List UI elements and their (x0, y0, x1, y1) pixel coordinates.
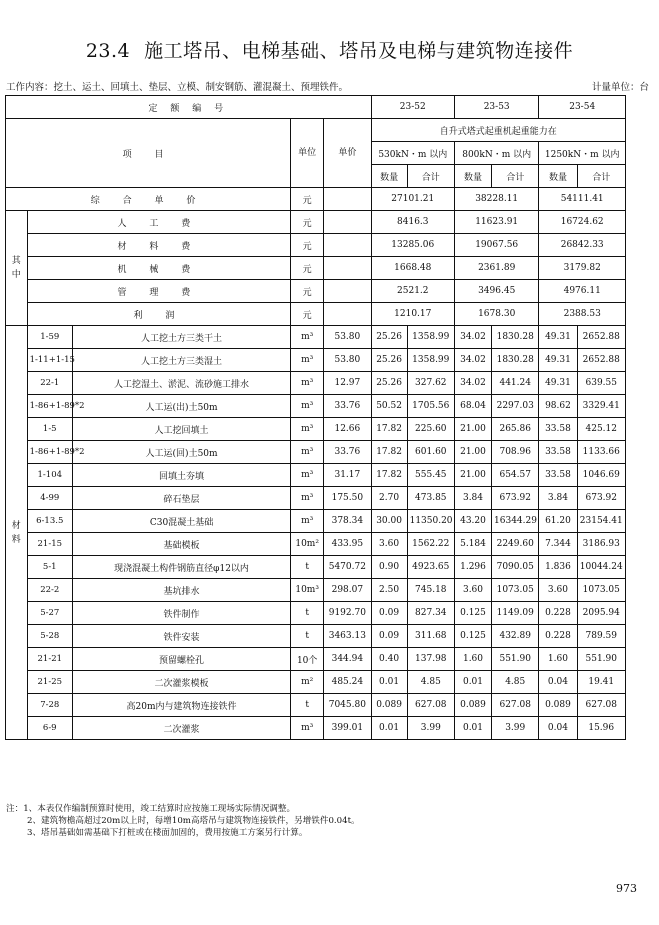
breakdown-unit: 元 (291, 257, 324, 280)
material-row (6, 533, 626, 556)
material-qty: 3.84 (539, 487, 577, 510)
material-total: 1046.69 (577, 464, 626, 487)
breakdown-unit: 元 (291, 211, 324, 234)
material-qty: 1.60 (539, 648, 577, 671)
material-qty: 3.60 (454, 579, 491, 602)
work-content: 工作内容：挖土、运土、回填土、垫层、立模、制安钢筋、灌混凝土、预埋铁件。 (6, 82, 349, 93)
material-row (6, 418, 626, 441)
material-qty: 21.00 (454, 441, 491, 464)
material-qty: 0.04 (539, 671, 577, 694)
qty-label: 数量 (539, 165, 577, 188)
material-total: 2652.88 (577, 349, 626, 372)
material-price: 12.66 (324, 418, 371, 441)
material-total: 3.99 (492, 717, 539, 740)
material-qty: 17.82 (371, 441, 407, 464)
material-qty: 2.50 (371, 579, 407, 602)
material-name: 铁件安装 (72, 625, 290, 648)
material-qty: 0.01 (371, 717, 407, 740)
material-qty: 7.344 (539, 533, 577, 556)
material-code: 1-86+1-89*2 (27, 441, 72, 464)
material-qty: 0.089 (539, 694, 577, 717)
material-total: 673.92 (492, 487, 539, 510)
material-qty: 0.125 (454, 602, 491, 625)
material-total: 2297.03 (492, 395, 539, 418)
material-qty: 33.58 (539, 418, 577, 441)
material-qty: 43.20 (454, 510, 491, 533)
material-qty: 3.60 (539, 579, 577, 602)
material-unit: m³ (291, 464, 324, 487)
breakdown-name: 人 工 费 (27, 211, 291, 234)
summary-value: 38228.11 (454, 188, 538, 211)
material-row (6, 441, 626, 464)
material-total: 627.08 (492, 694, 539, 717)
material-unit: m³ (291, 418, 324, 441)
capacity-title-row (6, 119, 626, 142)
material-price: 31.17 (324, 464, 371, 487)
material-name: 基础模板 (72, 533, 290, 556)
notes (6, 803, 360, 839)
price-label: 单价 (324, 119, 371, 188)
material-price: 485.24 (324, 671, 371, 694)
material-total: 432.89 (492, 625, 539, 648)
material-code: 6-9 (27, 717, 72, 740)
material-qty: 0.228 (539, 602, 577, 625)
note-line: 注：1、本表仅作编制预算时使用，竣工结算时应按施工现场实际情况调整。 (6, 804, 296, 814)
capacity-title: 自升式塔式起重机起重能力在 (371, 119, 625, 142)
material-code: 21-15 (27, 533, 72, 556)
total-label: 合计 (577, 165, 626, 188)
material-unit: t (291, 556, 324, 579)
material-qty: 1.296 (454, 556, 491, 579)
material-total: 3329.41 (577, 395, 626, 418)
page-title (0, 36, 659, 63)
quota-code: 23-52 (371, 96, 454, 119)
material-qty: 34.02 (454, 372, 491, 395)
material-total: 1830.28 (492, 326, 539, 349)
material-code: 4-99 (27, 487, 72, 510)
material-total: 3186.93 (577, 533, 626, 556)
material-price: 7045.80 (324, 694, 371, 717)
capacity-value: 1250kN・m 以内 (539, 142, 626, 165)
material-qty: 49.31 (539, 372, 577, 395)
total-label: 合计 (492, 165, 539, 188)
material-qty: 5.184 (454, 533, 491, 556)
material-price: 33.76 (324, 441, 371, 464)
breakdown-name: 利 润 (27, 303, 291, 326)
material-total: 1562.22 (407, 533, 454, 556)
material-row (6, 625, 626, 648)
material-total: 3.99 (407, 717, 454, 740)
breakdown-value: 2361.89 (454, 257, 538, 280)
material-name: C30混凝土基础 (72, 510, 290, 533)
breakdown-value: 19067.56 (454, 234, 538, 257)
breakdown-value: 2388.53 (539, 303, 626, 326)
capacity-value: 800kN・m 以内 (454, 142, 538, 165)
material-qty: 0.089 (371, 694, 407, 717)
material-total: 708.96 (492, 441, 539, 464)
material-total: 4923.65 (407, 556, 454, 579)
material-name: 预留螺栓孔 (72, 648, 290, 671)
material-qty: 17.82 (371, 418, 407, 441)
material-total: 639.55 (577, 372, 626, 395)
breakdown-value: 13285.06 (371, 234, 454, 257)
material-qty: 0.04 (539, 717, 577, 740)
quota-number-row (6, 96, 626, 119)
material-total: 23154.41 (577, 510, 626, 533)
unit-label: 单位 (291, 119, 324, 188)
cost-breakdown-row (6, 257, 626, 280)
material-qty: 0.09 (371, 602, 407, 625)
material-qty: 2.70 (371, 487, 407, 510)
summary-row (6, 188, 626, 211)
breakdown-value: 1678.30 (454, 303, 538, 326)
material-total: 441.24 (492, 372, 539, 395)
material-row (6, 579, 626, 602)
material-total: 1149.09 (492, 602, 539, 625)
material-code: 22-2 (27, 579, 72, 602)
cost-breakdown-row (6, 303, 626, 326)
material-total: 745.18 (407, 579, 454, 602)
summary-label: 综 合 单 价 (6, 188, 291, 211)
material-qty: 0.40 (371, 648, 407, 671)
material-qty: 61.20 (539, 510, 577, 533)
material-total: 551.90 (577, 648, 626, 671)
material-unit: m³ (291, 510, 324, 533)
material-qty: 3.84 (454, 487, 491, 510)
material-code: 1-104 (27, 464, 72, 487)
summary-value: 54111.41 (539, 188, 626, 211)
material-row (6, 349, 626, 372)
material-name: 基坑排水 (72, 579, 290, 602)
material-name: 高20m内与建筑物连接铁件 (72, 694, 290, 717)
breakdown-name: 材 料 费 (27, 234, 291, 257)
breakdown-value: 3179.82 (539, 257, 626, 280)
measure-unit: 计量单位：台 (591, 82, 649, 93)
material-price: 3463.13 (324, 625, 371, 648)
material-qty: 25.26 (371, 326, 407, 349)
material-qty: 17.82 (371, 464, 407, 487)
material-total: 789.59 (577, 625, 626, 648)
material-qty: 98.62 (539, 395, 577, 418)
material-name: 人工运(回)土50m (72, 441, 290, 464)
breakdown-unit: 元 (291, 280, 324, 303)
material-qty: 0.01 (454, 671, 491, 694)
material-code: 21-25 (27, 671, 72, 694)
material-total: 473.85 (407, 487, 454, 510)
material-code: 22-1 (27, 372, 72, 395)
material-total: 627.08 (577, 694, 626, 717)
material-row (6, 487, 626, 510)
material-qty: 30.00 (371, 510, 407, 533)
cost-breakdown-row (6, 211, 626, 234)
cost-breakdown-row (6, 234, 626, 257)
material-total: 10044.24 (577, 556, 626, 579)
material-row (6, 372, 626, 395)
material-row (6, 602, 626, 625)
material-unit: m³ (291, 349, 324, 372)
material-name: 人工挖土方三类湿土 (72, 349, 290, 372)
material-total: 4.85 (492, 671, 539, 694)
breakdown-value: 1668.48 (371, 257, 454, 280)
material-qty: 25.26 (371, 372, 407, 395)
material-name: 现浇混凝土构件钢筋直径φ12以内 (72, 556, 290, 579)
material-price: 33.76 (324, 395, 371, 418)
material-total: 1705.56 (407, 395, 454, 418)
breakdown-value: 11623.91 (454, 211, 538, 234)
material-unit: 10m² (291, 533, 324, 556)
material-name: 碎石垫层 (72, 487, 290, 510)
quota-number-label: 定 额 编 号 (6, 96, 372, 119)
note-line: 2、建筑物檐高超过20m以上时，每增10m高塔吊与建筑物连接铁件，另增铁件0.04t。 (27, 816, 360, 826)
breakdown-value: 16724.62 (539, 211, 626, 234)
material-unit: m² (291, 671, 324, 694)
material-row (6, 671, 626, 694)
material-unit: t (291, 625, 324, 648)
material-unit: t (291, 694, 324, 717)
material-unit: m³ (291, 395, 324, 418)
material-unit: m³ (291, 372, 324, 395)
material-total: 19.41 (577, 671, 626, 694)
material-code: 1-59 (27, 326, 72, 349)
material-total: 827.34 (407, 602, 454, 625)
material-qty: 34.02 (454, 326, 491, 349)
material-qty: 68.04 (454, 395, 491, 418)
material-price: 12.97 (324, 372, 371, 395)
material-price: 5470.72 (324, 556, 371, 579)
summary-unit: 元 (291, 188, 324, 211)
material-qty: 1.60 (454, 648, 491, 671)
material-qty: 21.00 (454, 418, 491, 441)
material-code: 5-27 (27, 602, 72, 625)
material-total: 16344.29 (492, 510, 539, 533)
material-row (6, 510, 626, 533)
capacity-value: 530kN・m 以内 (371, 142, 454, 165)
material-total: 673.92 (577, 487, 626, 510)
summary-value: 27101.21 (371, 188, 454, 211)
quota-code: 23-53 (454, 96, 538, 119)
material-row (6, 556, 626, 579)
material-total: 1133.66 (577, 441, 626, 464)
material-total: 327.62 (407, 372, 454, 395)
material-qty: 25.26 (371, 349, 407, 372)
breakdown-value: 1210.17 (371, 303, 454, 326)
material-qty: 21.00 (454, 464, 491, 487)
material-price: 9192.70 (324, 602, 371, 625)
material-total: 627.08 (407, 694, 454, 717)
material-name: 二次灌浆模板 (72, 671, 290, 694)
material-name: 人工挖土方三类干土 (72, 326, 290, 349)
total-label: 合计 (407, 165, 454, 188)
material-code: 1-86+1-89*2 (27, 395, 72, 418)
material-qty: 0.228 (539, 625, 577, 648)
material-code: 5-1 (27, 556, 72, 579)
cost-breakdown-row (6, 280, 626, 303)
material-total: 2095.94 (577, 602, 626, 625)
material-total: 1073.05 (577, 579, 626, 602)
materials-label: 材料 (6, 326, 28, 740)
material-total: 265.86 (492, 418, 539, 441)
material-unit: t (291, 602, 324, 625)
breakdown-value: 2521.2 (371, 280, 454, 303)
quota-code: 23-54 (539, 96, 626, 119)
material-qty: 34.02 (454, 349, 491, 372)
material-name: 回填土夯填 (72, 464, 290, 487)
breakdown-name: 管 理 费 (27, 280, 291, 303)
material-total: 654.57 (492, 464, 539, 487)
material-unit: m³ (291, 487, 324, 510)
material-total: 1830.28 (492, 349, 539, 372)
material-price: 433.95 (324, 533, 371, 556)
material-total: 1358.99 (407, 349, 454, 372)
material-code: 1-5 (27, 418, 72, 441)
item-label: 项 目 (6, 119, 291, 188)
material-total: 1358.99 (407, 326, 454, 349)
quota-table (5, 95, 626, 740)
material-qty: 0.90 (371, 556, 407, 579)
material-code: 21-21 (27, 648, 72, 671)
material-qty: 50.52 (371, 395, 407, 418)
material-price: 344.94 (324, 648, 371, 671)
material-total: 425.12 (577, 418, 626, 441)
material-code: 5-28 (27, 625, 72, 648)
material-total: 11350.20 (407, 510, 454, 533)
material-unit: 10m³ (291, 579, 324, 602)
section-title: 施工塔吊、电梯基础、塔吊及电梯与建筑物连接件 (144, 40, 574, 62)
material-code: 6-13.5 (27, 510, 72, 533)
material-qty: 33.58 (539, 441, 577, 464)
material-qty: 3.60 (371, 533, 407, 556)
breakdown-name: 机 械 费 (27, 257, 291, 280)
section-number: 23.4 (85, 40, 131, 62)
material-row (6, 395, 626, 418)
material-qty: 49.31 (539, 326, 577, 349)
material-total: 2652.88 (577, 326, 626, 349)
material-unit: m³ (291, 717, 324, 740)
material-row (6, 648, 626, 671)
material-price: 378.34 (324, 510, 371, 533)
material-name: 人工挖湿土、淤泥、流砂施工排水 (72, 372, 290, 395)
material-total: 311.68 (407, 625, 454, 648)
material-name: 铁件制作 (72, 602, 290, 625)
page-number: 973 (616, 882, 637, 895)
material-total: 555.45 (407, 464, 454, 487)
qty-label: 数量 (454, 165, 491, 188)
material-unit: 10个 (291, 648, 324, 671)
material-price: 298.07 (324, 579, 371, 602)
breakdown-unit: 元 (291, 234, 324, 257)
material-total: 15.96 (577, 717, 626, 740)
among-label: 其中 (6, 211, 28, 326)
material-code: 1-11+1-15 (27, 349, 72, 372)
breakdown-value: 4976.11 (539, 280, 626, 303)
material-row (6, 717, 626, 740)
breakdown-unit: 元 (291, 303, 324, 326)
note-line: 3、塔吊基础如需基础下打桩或在楼面加固的，费用按施工方案另行计算。 (27, 828, 308, 838)
material-name: 二次灌浆 (72, 717, 290, 740)
breakdown-value: 26842.33 (539, 234, 626, 257)
material-unit: m³ (291, 326, 324, 349)
material-qty: 33.58 (539, 464, 577, 487)
material-total: 1073.05 (492, 579, 539, 602)
material-total: 225.60 (407, 418, 454, 441)
material-qty: 0.01 (454, 717, 491, 740)
breakdown-value: 8416.3 (371, 211, 454, 234)
material-row (6, 464, 626, 487)
material-total: 2249.60 (492, 533, 539, 556)
material-qty: 0.089 (454, 694, 491, 717)
material-price: 53.80 (324, 349, 371, 372)
material-unit: m³ (291, 441, 324, 464)
material-qty: 0.01 (371, 671, 407, 694)
material-price: 175.50 (324, 487, 371, 510)
material-qty: 0.09 (371, 625, 407, 648)
material-name: 人工运(出)土50m (72, 395, 290, 418)
material-row (6, 694, 626, 717)
material-total: 7090.05 (492, 556, 539, 579)
material-total: 601.60 (407, 441, 454, 464)
material-name: 人工挖回填土 (72, 418, 290, 441)
breakdown-value: 3496.45 (454, 280, 538, 303)
material-price: 399.01 (324, 717, 371, 740)
material-total: 551.90 (492, 648, 539, 671)
material-qty: 1.836 (539, 556, 577, 579)
material-total: 4.85 (407, 671, 454, 694)
material-qty: 0.125 (454, 625, 491, 648)
material-total: 137.98 (407, 648, 454, 671)
material-price: 53.80 (324, 326, 371, 349)
material-row (6, 326, 626, 349)
material-code: 7-28 (27, 694, 72, 717)
qty-label: 数量 (371, 165, 407, 188)
material-qty: 49.31 (539, 349, 577, 372)
